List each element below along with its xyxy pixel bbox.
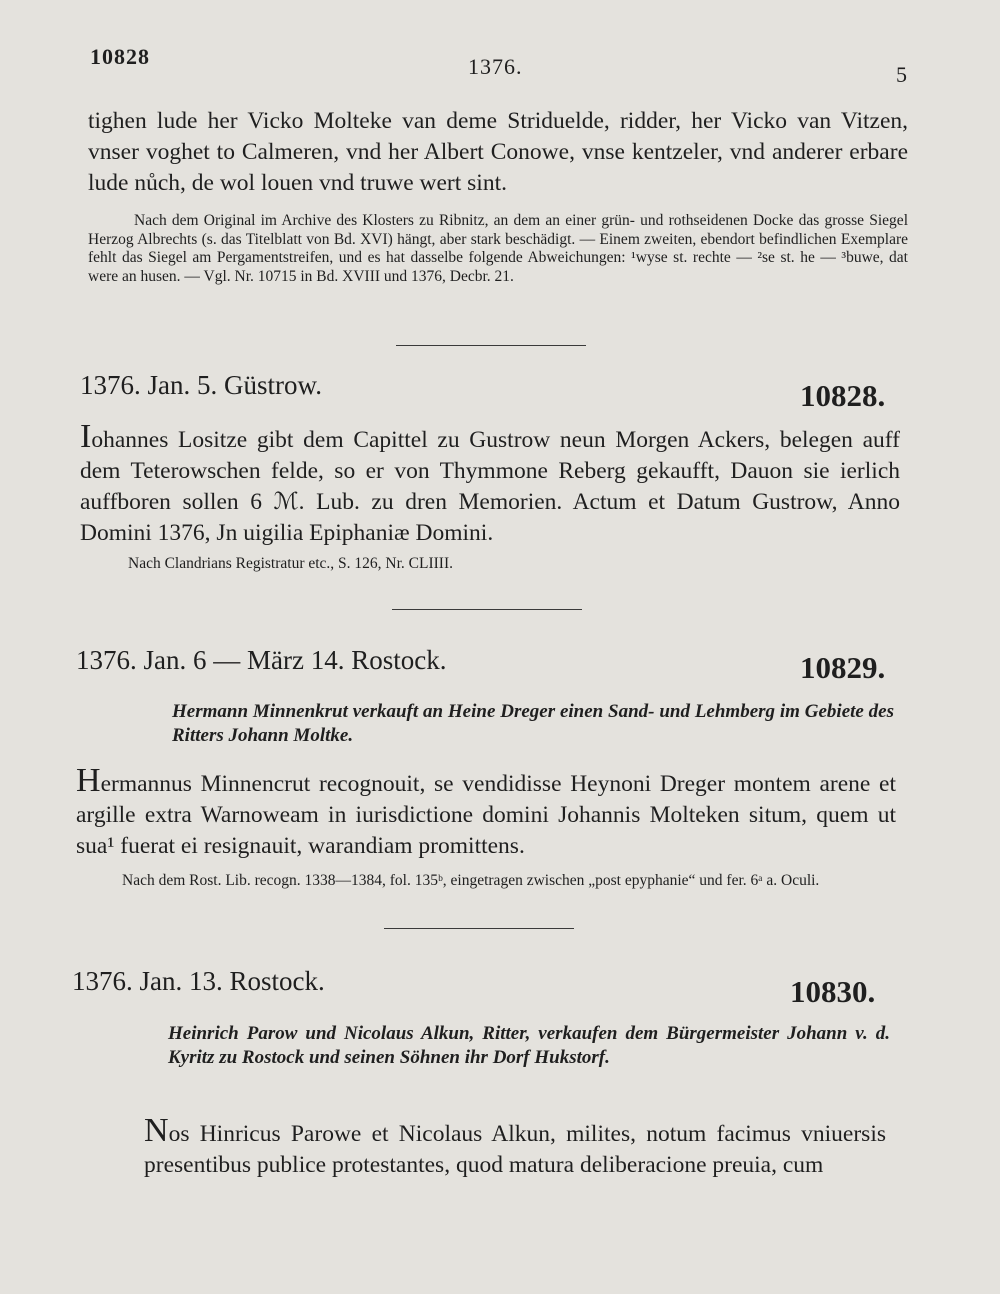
entry-date: 1376. Jan. 5. Güstrow.: [80, 370, 322, 400]
entry-text: [76, 764, 896, 862]
entry-summary: Hermann Minnenkrut verkauft an Heine Dreger einen Sand- und Lehmberg im Gebiete des Ritters Johann Moltke.: [172, 701, 894, 746]
entry-text: [80, 420, 900, 549]
divider: [392, 609, 582, 610]
entry-note: Nach Clandrians Registratur etc., S. 126, Nr. CLIIII.: [128, 555, 453, 572]
entry-date: 1376. Jan. 13. Rostock.: [72, 966, 325, 996]
continuation-note: Nach dem Original im Archive des Klosters zu Ribnitz, an dem an einer grün- und rothseidenen Docke das grosse Siegel Herzog Albrechts (s. das Titelblatt von Bd. XVI) hängt, aber stark beschädigt. — Einem zweiten, ebendort befindlichen Exemplare fehlt das Siegel am Pergamentstreifen, und es hat dasselbe folgende Abweichungen: ¹wyse st. rechte — ²se st. he — ³buwe, dat were an husen. — Vgl. Nr. 10715 in Bd. XVIII und 1376, Decbr. 21.: [88, 212, 908, 285]
entry-summary: Heinrich Parow und Nicolaus Alkun, Ritter, verkaufen dem Bürgermeister Johann v. d. Kyritz zu Rostock und seinen Söhnen ihr Dorf Hukstorf.: [168, 1023, 890, 1068]
drop-capital: I: [80, 418, 92, 455]
entry-text-body: ohannes Lositze gibt dem Capittel zu Gustrow neun Morgen Ackers, belegen auff dem Teterowschen felde, so er von Thymmone Reberg gekaufft, Dauon sie ierlich auffboren sollen 6 ℳ. Lub. zu dren Memorien. Actum et Datum Gustrow, Anno Domini 1376, Jn uigilia Epiphaniæ Domini.: [80, 427, 900, 546]
drop-capital: H: [76, 762, 101, 799]
entry-text: [144, 1114, 886, 1181]
drop-capital: N: [144, 1112, 169, 1149]
divider: [396, 345, 586, 346]
entry-date: 1376. Jan. 6 — März 14. Rostock.: [76, 645, 447, 675]
entry-number: 10829.: [800, 650, 886, 685]
entry-number: 10830.: [790, 974, 876, 1009]
entry-number: 10828.: [800, 378, 886, 413]
entry-note: Nach dem Rost. Lib. recogn. 1338—1384, fol. 135ᵇ, eingetragen zwischen „post epyphanie“ und fer. 6ᵃ a. Oculi.: [122, 872, 820, 889]
entry-text-body: os Hinricus Parowe et Nicolaus Alkun, milites, notum facimus vniuersis presentibus publice protestantes, quod matura deliberacione preuia, cum: [144, 1121, 886, 1178]
divider: [384, 928, 574, 929]
page-number: 5: [896, 62, 908, 87]
header-doc-number: 10828: [90, 44, 150, 69]
header-year: 1376.: [468, 54, 523, 79]
continuation-text: tighen lude her Vicko Molteke van deme Striduelde, ridder, her Vicko van Vitzen, vnser voghet to Calmeren, vnd her Albert Conowe, vnse kentzeler, vnd anderer erbare lude nůch, de wol louen vnd truwe wert sint.: [88, 108, 908, 196]
entry-text-body: ermannus Minnencrut recognouit, se vendidisse Heynoni Dreger montem arene et argille extra Warnoweam in iurisdictione domini Johannis Molteken situm, quem ut sua¹ fuerat ei resignauit, warandiam promittens.: [76, 771, 896, 859]
